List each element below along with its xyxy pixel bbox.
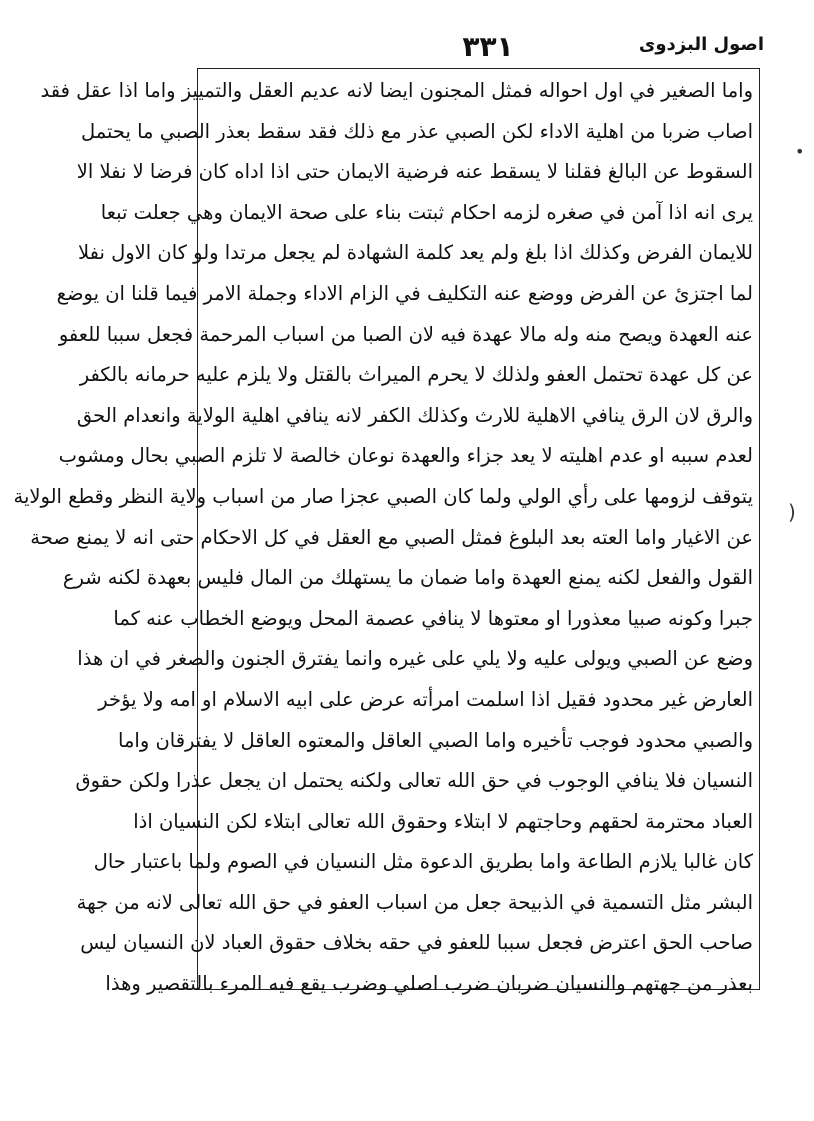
text-line: السقوط عن البالغ فقلنا لا يسقط عنه فرضية الايمان حتى اذا اداه كان فرضا لا نفلا الا: [76, 160, 753, 184]
text-line: والصبي محدود فوجب تأخيره واما الصبي العاقل والمعتوه العاقل لا يفترقان واما: [118, 728, 753, 752]
text-line: العباد محترمة لحقهم وحاجتهم لا ابتلاء وحقوق الله تعالى ابتلاء لكن النسيان اذا: [133, 809, 753, 833]
text-frame: [13, 68, 760, 996]
page-number: ٣٣١: [462, 30, 514, 63]
running-title: اصول البزدوی: [638, 34, 764, 55]
text-line: للايمان الفرض وكذلك اذا بلغ ولم يعد كلمة الشهادة لم يجعل مرتدا ولو كان الاول نفلا: [77, 241, 753, 265]
margin-dot-mark: •: [795, 142, 805, 161]
text-line: النسيان فلا ينافي الوجوب في حق الله تعالى ولكنه يحتمل ان يجعل عذرا ولكن حقوق: [75, 769, 753, 793]
text-line: واما الصغير في اول احواله فمثل المجنون ايضا لانه عديم العقل والتمييز واما اذا عقل فقد: [40, 79, 753, 102]
text-line: لما اجتزئ عن الفرض ووضع عنه التكليف في الزام الاداء وجملة الامر فيما قلنا ان يوضع: [56, 281, 753, 305]
text-line: والرق لان الرق ينافي الاهلية للارث وكذلك الكفر لانه ينافي اهلية الولاية وانعدام الحق: [76, 403, 753, 427]
text-line: بعذر من جهتهم والنسيان ضربان ضرب اصلي وضرب يقع فيه المرء بالتقصير وهذا: [105, 972, 753, 996]
text-line: البشر مثل التسمية في الذبيحة جعل من اسباب العفو في حق الله تعالى لانه من جهة: [76, 890, 753, 914]
text-line: عنه العهدة ويصح منه وله مالا عهدة فيه لان الصبا من اسباب المرحمة فجعل سببا للعفو: [58, 322, 753, 346]
text-line: يتوقف لزومها على رأي الولي ولما كان الصبي عجزا صار من اسباب ولاية النظر وقطع الولاية: [13, 484, 753, 508]
text-line: وضع عن الصبي ويولى عليه ولا يلي على غيره وانما يفترق الجنون والصغر في ان هذا: [77, 647, 753, 671]
text-line: صاحب الحق اعترض فجعل سببا للعفو في حقه بخلاف حقوق العباد لان النسيان ليس: [80, 931, 753, 955]
text-line: كان غالبا يلازم الطاعة واما بطريق الدعوة مثل النسيان في الصوم ولما باعتبار حال: [93, 850, 753, 874]
text-line: العارض غير محدود فقيل اذا اسلمت امرأته عرض على ابيه الاسلام او امه ولا يؤخر: [98, 687, 753, 711]
margin-bracket-mark: ): [788, 500, 796, 524]
text-line: جبرا وكونه صبيا معذورا او معتوها لا ينافي عصمة المحل ويوضع الخطاب عنه كما: [113, 606, 753, 630]
text-line: القول والفعل لكنه يمنع العهدة واما ضمان ما يستهلك من المال فليس بعهدة لكنه شرع: [62, 566, 753, 590]
text-line: عن كل عهدة تحتمل العفو ولذلك لا يحرم الميراث بالقتل ولا يلزم عليه حرمانه بالكفر: [79, 363, 753, 387]
text-line: اصاب ضربا من اهلية الاداء لكن الصبي عذر مع ذلك فقد سقط بعذر الصبي ما يحتمل: [80, 119, 753, 143]
text-line: يرى انه اذا آمن في صغره لزمه احكام ثبتت بناء على صحة الايمان وهي جعلت تبعا: [100, 200, 753, 224]
text-line: لعدم سببه او عدم اهليته لا يعد جزاء والعهدة نوعان خالصة لا تلزم الصبي بحال ومشوب: [58, 444, 753, 468]
text-line: عن الاغيار واما العته بعد البلوغ فمثل الصبي مع العقل في كل الاحكام حتى انه لا يمنع صحة: [30, 525, 753, 549]
